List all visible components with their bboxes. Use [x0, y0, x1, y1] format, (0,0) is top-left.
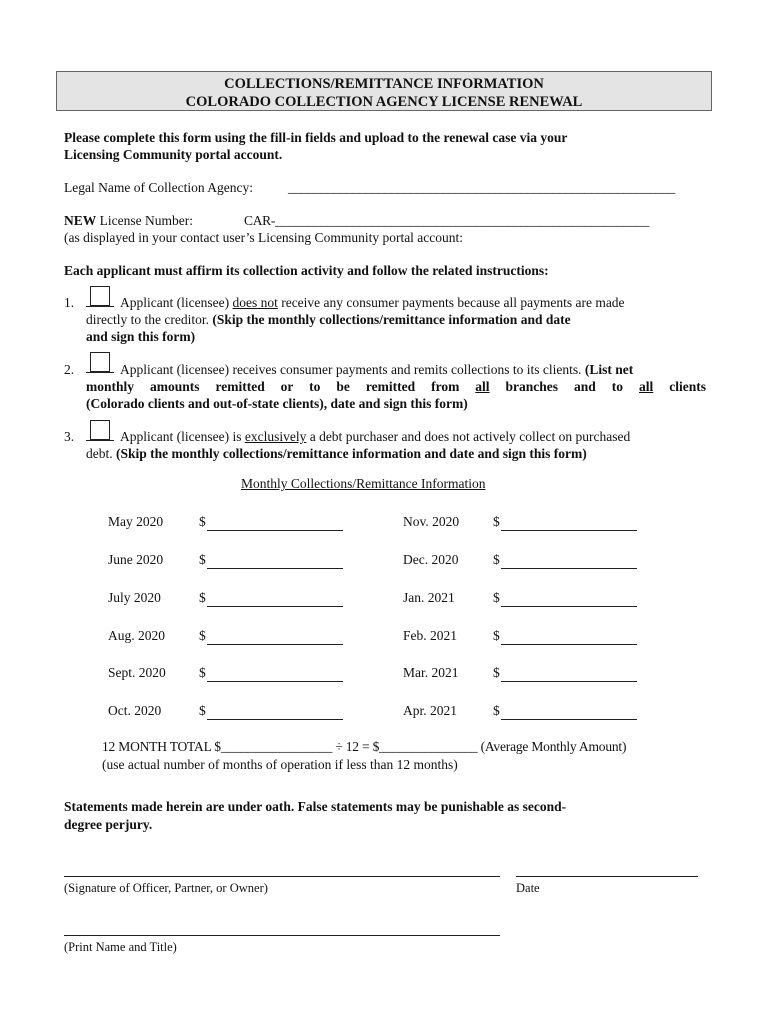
month-label: May 2020	[108, 514, 164, 529]
amount-field[interactable]	[207, 705, 343, 720]
option-2-checkbox-underline	[86, 372, 114, 373]
dollar-sign: $	[199, 590, 206, 605]
print-name-line[interactable]	[64, 935, 500, 936]
amount-field[interactable]	[501, 516, 637, 531]
license-number-field[interactable]	[244, 213, 649, 229]
month-label: July 2020	[108, 590, 161, 605]
month-label: Nov. 2020	[403, 514, 460, 529]
signature-label: (Signature of Officer, Partner, or Owner)	[64, 881, 268, 895]
twelve-month-total[interactable]: 12 MONTH TOTAL $_________________ ÷ 12 = $_______________ (Average Monthly Amount)	[102, 739, 627, 754]
dollar-sign: $	[493, 514, 500, 529]
dollar-sign: $	[493, 703, 500, 718]
amount-field[interactable]	[207, 667, 343, 682]
option-2-line-2: monthly amounts remitted or to be remitted from all branches and to all clients	[86, 379, 706, 394]
amount-field[interactable]	[501, 554, 637, 569]
dollar-sign: $	[199, 514, 206, 529]
month-label: Jan. 2021	[403, 590, 455, 605]
date-line[interactable]	[516, 876, 698, 877]
amount-field[interactable]	[501, 705, 637, 720]
option-1-checkbox-underline	[86, 306, 114, 307]
month-label: Sept. 2020	[108, 665, 166, 680]
option-2-line-1: Applicant (licensee) receives consumer payments and remits collections to its clients. (List net	[120, 362, 634, 377]
license-note: (as displayed in your contact user’s Licensing Community portal account:	[64, 230, 464, 245]
option-1-number: 1.	[64, 295, 75, 310]
option-2-checkbox[interactable]	[90, 352, 110, 372]
monthly-title: Monthly Collections/Remittance Information	[241, 476, 486, 491]
date-label: Date	[516, 881, 540, 895]
intro-line-2: Licensing Community portal account.	[64, 147, 283, 162]
oath-line-2: degree perjury.	[64, 817, 153, 832]
month-label: Mar. 2021	[403, 665, 459, 680]
total-note: (use actual number of months of operation if less than 12 months)	[102, 757, 458, 772]
month-label: Oct. 2020	[108, 703, 162, 718]
amount-field[interactable]	[207, 554, 343, 569]
amount-field[interactable]	[501, 592, 637, 607]
dollar-sign: $	[493, 628, 500, 643]
license-blank: __________________________________________________________	[275, 213, 650, 228]
amount-field[interactable]	[501, 667, 637, 682]
option-3-line-1: Applicant (licensee) is exclusively a debt purchaser and does not actively collect on purchased	[120, 429, 631, 444]
signature-line[interactable]	[64, 876, 500, 877]
new-label: NEW	[64, 213, 97, 228]
oath-line-1: Statements made herein are under oath. False statements may be punishable as second-	[64, 799, 567, 814]
option-3-checkbox[interactable]	[90, 420, 110, 440]
amount-field[interactable]	[207, 516, 343, 531]
print-name-label: (Print Name and Title)	[64, 940, 177, 954]
dollar-sign: $	[199, 552, 206, 567]
option-3-number: 3.	[64, 429, 75, 444]
amount-field[interactable]	[207, 630, 343, 645]
does-not-underlined: does not	[232, 295, 278, 310]
affirm-heading: Each applicant must affirm its collection activity and follow the related instructions:	[64, 263, 549, 278]
dollar-sign: $	[199, 665, 206, 680]
dollar-sign: $	[493, 665, 500, 680]
dollar-sign: $	[199, 628, 206, 643]
legal-name-field[interactable]: ____________________________________________________________	[288, 180, 676, 195]
amount-field[interactable]	[501, 630, 637, 645]
month-label: Apr. 2021	[403, 703, 457, 718]
option-1-line-3: and sign this form)	[86, 329, 196, 344]
form-header	[56, 71, 712, 111]
exclusively-underlined: exclusively	[244, 429, 307, 444]
month-label: June 2020	[108, 552, 164, 567]
option-1-checkbox[interactable]	[90, 286, 110, 306]
dollar-sign: $	[493, 552, 500, 567]
month-label: Feb. 2021	[403, 628, 457, 643]
month-label: Aug. 2020	[108, 628, 165, 643]
dollar-sign: $	[199, 703, 206, 718]
option-1-line-1: Applicant (licensee) does not receive any consumer payments because all payments are made	[120, 295, 625, 310]
license-prefix: CAR-	[244, 213, 276, 228]
option-3-checkbox-underline	[86, 440, 114, 441]
header-title-2: COLORADO COLLECTION AGENCY LICENSE RENEWAL	[185, 94, 583, 110]
month-label: Dec. 2020	[403, 552, 459, 567]
option-3-line-2: debt. (Skip the monthly collections/remittance information and date and sign this form)	[86, 446, 587, 461]
header-title-1: COLLECTIONS/REMITTANCE INFORMATION	[224, 76, 544, 92]
legal-name-label: Legal Name of Collection Agency:	[64, 180, 253, 195]
option-2-line-3: (Colorado clients and out-of-state clients), date and sign this form)	[86, 396, 468, 411]
intro-line-1: Please complete this form using the fill-in fields and upload to the renewal case via your	[64, 130, 568, 145]
option-2-number: 2.	[64, 362, 75, 377]
license-number-label	[64, 213, 193, 229]
amount-field[interactable]	[207, 592, 343, 607]
dollar-sign: $	[493, 590, 500, 605]
license-label-rest: License Number:	[96, 213, 193, 228]
option-1-line-2: directly to the creditor. (Skip the monthly collections/remittance information and date	[86, 312, 571, 327]
